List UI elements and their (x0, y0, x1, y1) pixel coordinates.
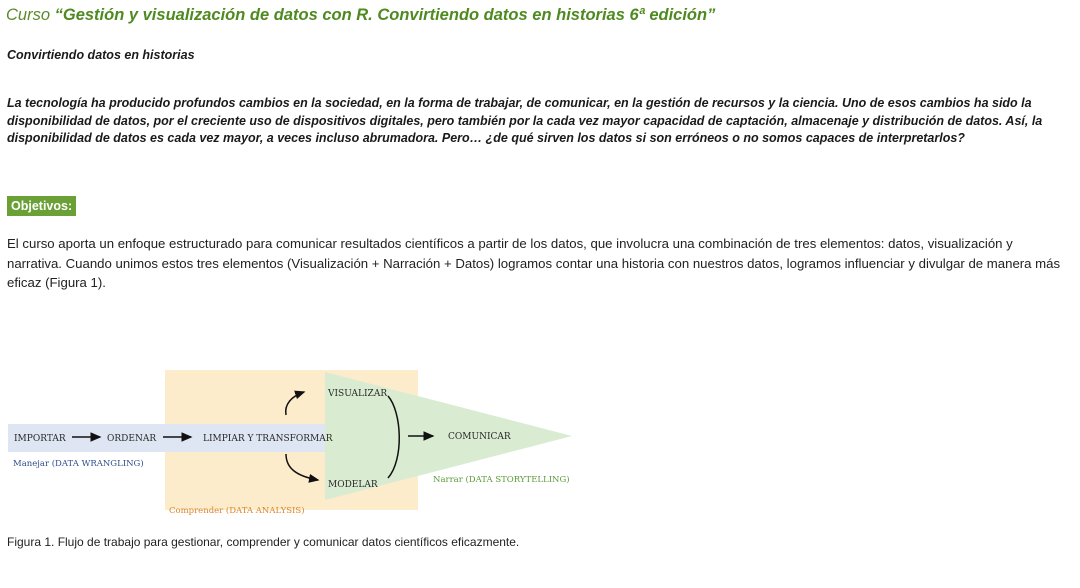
intro-paragraph: La tecnología ha producido profundos cambios en la sociedad, en la forma de trabajar, de comunicar, en la gestión de recursos y la ciencia. Uno de esos cambios ha sido la disponibilidad de datos, por el creciente uso de dispositivos digitales, pero también por la cada vez mayor capacidad de captación, almacenaje y distribución de datos. Así, la disponibilidad de datos es cada vez mayor, a veces incluso abrumadora. Pero… ¿de qué sirven los datos si son erróneos o no somos capaces de interpretarlos? (7, 96, 1043, 145)
workflow-figure (0, 360, 620, 530)
page-title (6, 6, 715, 25)
objectives-heading: Objetivos: (7, 196, 76, 216)
section-subtitle: Convirtiendo datos en historias (7, 48, 195, 62)
figure-caption: Figura 1. Flujo de trabajo para gestionar, comprender y comunicar datos científicos eficazmente. (7, 535, 520, 549)
workflow-diagram (0, 360, 620, 530)
step-comunicar: COMUNICAR (448, 432, 511, 442)
step-visualizar: VISUALIZAR (328, 389, 388, 399)
step-importar: IMPORTAR (14, 434, 66, 444)
step-limpiar: LIMPIAR Y TRANSFORMAR (203, 434, 333, 444)
phase-manejar: Manejar (DATA WRANGLING) (13, 459, 144, 469)
title-prefix: Curso (6, 6, 51, 24)
step-modelar: MODELAR (328, 480, 378, 490)
phase-comprender: Comprender (DATA ANALYSIS) (169, 506, 305, 516)
objectives-paragraph: El curso aporta un enfoque estructurado para comunicar resultados científicos a partir de los datos, que involucra una combinación de tres elementos: datos, visualización y narrativa. Cuando unimos estos tres elementos (Visualización + Narración + Datos) logramos contar una historia con nuestros datos, logramos influenciar y divulgar de manera más eficaz (Figura 1). (7, 236, 1061, 290)
step-ordenar: ORDENAR (107, 434, 157, 444)
phase-narrar: Narrar (DATA STORYTELLING) (433, 475, 570, 485)
course-title: “Gestión y visualización de datos con R. Convirtiendo datos en historias 6ª edición” (54, 6, 716, 24)
